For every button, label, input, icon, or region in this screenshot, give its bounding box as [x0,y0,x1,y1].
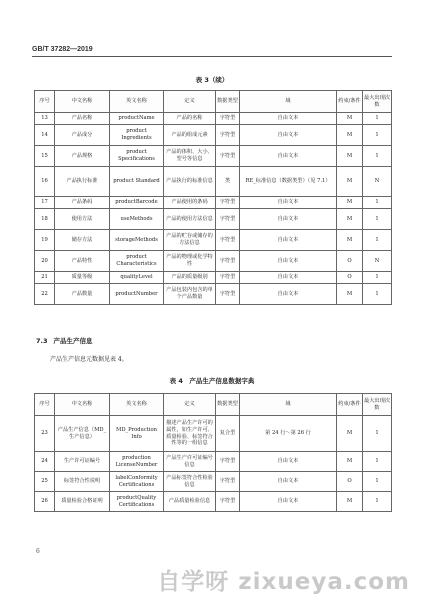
cell-cn-name: 生产许可证编号 [55,452,110,472]
cell-definition: 产品的体积、大小、型号等信息 [164,146,216,167]
cell-definition: 产品的组成元素 [164,125,216,146]
table4-header-definition: 定义 [164,394,216,416]
cell-data-type: 字符型 [216,197,240,209]
cell-definition: 产品标签符合性检验信息 [164,472,216,492]
cell-cn-name: 产品名称 [55,113,110,125]
cell-definition: 产品质量检验信息 [164,492,216,512]
table-row [35,230,392,251]
page-number: 6 [36,548,40,555]
cell-definition: 产品的贮存或储存的方法信息 [164,230,216,251]
cell-data-type: 字符型 [216,251,240,272]
cell-definition: 产品执行的标准信息 [164,167,216,197]
cell-domain: RE_标准信息（数据类型）（见 7.1） [240,167,337,197]
cell-data-type: 复合型 [216,416,240,452]
cell-seq: 21 [35,272,55,284]
cell-data-type: 类 [216,167,240,197]
cell-max-occurrence: N [363,251,392,272]
standard-number: GB/T 37282—2019 [32,46,93,53]
table3-header-row [35,91,392,113]
table-row [35,284,392,305]
cell-en-name: product Standard [110,167,164,197]
cell-data-type: 字符型 [216,125,240,146]
cell-en-name: productBarcode [110,197,164,209]
cell-seq: 15 [35,146,55,167]
cell-constraint: M [337,197,363,209]
cell-max-occurrence: 1 [363,146,392,167]
cell-constraint: M [337,125,363,146]
cell-definition: 产品使用的条码 [164,197,216,209]
cell-definition: 产品的名称 [164,113,216,125]
cell-cn-name: 产品条码 [55,197,110,209]
cell-en-name: productNumber [110,284,164,305]
section-paragraph: 产品生产信息元数据见表 4。 [50,356,128,363]
table4-header-en-name: 英文名称 [110,394,164,416]
cell-en-name: product Specifications [110,146,164,167]
cell-max-occurrence: 1 [363,492,392,512]
cell-domain: 自由文本 [240,146,337,167]
cell-data-type: 字符型 [216,146,240,167]
cell-en-name: product Ingredients [110,125,164,146]
cell-data-type: 字符型 [216,230,240,251]
table-row [35,492,392,512]
cell-seq: 22 [35,284,55,305]
cell-seq: 17 [35,197,55,209]
cell-definition: 产品的物理或化学特性 [164,251,216,272]
cell-constraint: O [337,272,363,284]
cell-data-type: 字符型 [216,209,240,230]
table3-header-domain: 域 [240,91,337,113]
table-row [35,113,392,125]
cell-cn-name: 产品执行标准 [55,167,110,197]
cell-domain: 自由文本 [240,472,337,492]
table3-header-en-name: 英文名称 [110,91,164,113]
cell-max-occurrence: 1 [363,230,392,251]
table4-header-data-type: 数据类型 [216,394,240,416]
cell-en-name: productQuality Certifications [110,492,164,512]
site-watermark: 自学呀 zixueya.com [157,569,410,595]
cell-domain: 自由文本 [240,272,337,284]
table4-header-row [35,394,392,416]
cell-seq: 14 [35,125,55,146]
cell-seq: 20 [35,251,55,272]
cell-constraint: M [337,209,363,230]
table4-header-seq: 序号 [35,394,55,416]
cell-max-occurrence: 1 [363,113,392,125]
cell-data-type: 字符型 [216,284,240,305]
cell-definition: 产品的质量级别 [164,272,216,284]
cell-max-occurrence: 1 [363,284,392,305]
cell-constraint: M [337,452,363,472]
table3-header-constraint: 约束/条件 [337,91,363,113]
cell-max-occurrence: 1 [363,416,392,452]
cell-definition: 产品生产许可证编号信息 [164,452,216,472]
cell-domain: 自由文本 [240,284,337,305]
section-title: 产品生产信息 [53,337,93,345]
cell-domain: 自由文本 [240,113,337,125]
cell-seq: 16 [35,167,55,197]
cell-cn-name: 储存方法 [55,230,110,251]
cell-en-name: qualityLevel [110,272,164,284]
cell-constraint: O [337,251,363,272]
cell-cn-name: 产品规格 [55,146,110,167]
table3-header-seq: 序号 [35,91,55,113]
cell-en-name: useMethods [110,209,164,230]
table-row [35,146,392,167]
cell-domain: 自由文本 [240,452,337,472]
cell-cn-name: 产品特性 [55,251,110,272]
cell-domain: 自由文本 [240,125,337,146]
cell-domain: 自由文本 [240,209,337,230]
cell-constraint: M [337,492,363,512]
cell-constraint: M [337,167,363,197]
table-row [35,125,392,146]
cell-en-name: productName [110,113,164,125]
header-divider [32,56,392,57]
cell-en-name: product Characteristics [110,251,164,272]
cell-cn-name: 产品成分 [55,125,110,146]
cell-data-type: 字符型 [216,472,240,492]
table-row [35,416,392,452]
table-row [35,167,392,197]
cell-cn-name: 标签符合性说明 [55,472,110,492]
cell-data-type: 字符型 [216,272,240,284]
table4-header-max-occurrence: 最大出现次数 [363,394,392,416]
cell-cn-name: 产品生产信息（MD_生产信息） [55,416,110,452]
cell-data-type: 字符型 [216,452,240,472]
cell-seq: 23 [35,416,55,452]
cell-constraint: O [337,472,363,492]
cell-max-occurrence: 1 [363,452,392,472]
table3 [34,90,392,305]
cell-seq: 26 [35,492,55,512]
cell-max-occurrence: 1 [363,197,392,209]
table4-header-constraint: 约束/条件 [337,394,363,416]
cell-constraint: M [337,416,363,452]
table4-header-cn-name: 中文名称 [55,394,110,416]
cell-en-name: labelConformity Certifications [110,472,164,492]
cell-max-occurrence: 1 [363,125,392,146]
cell-seq: 19 [35,230,55,251]
cell-cn-name: 产品数量 [55,284,110,305]
cell-en-name: MD_Production Info [110,416,164,452]
cell-seq: 25 [35,472,55,492]
table-row [35,251,392,272]
cell-definition: 描述产品生产许可的属性，如生产许可、质量检验、标签符合性等的一组信息 [164,416,216,452]
cell-seq: 18 [35,209,55,230]
table-row [35,452,392,472]
cell-en-name: production LicenseNumber [110,452,164,472]
cell-constraint: M [337,113,363,125]
cell-domain: 自由文本 [240,230,337,251]
cell-en-name: storageMethods [110,230,164,251]
cell-max-occurrence: 1 [363,472,392,492]
cell-seq: 24 [35,452,55,472]
section-number: 7.3 [36,337,48,345]
cell-cn-name: 质量等级 [55,272,110,284]
table3-header-max-occurrence: 最大出现次数 [363,91,392,113]
cell-constraint: M [337,284,363,305]
table4-caption: 表 4 产品生产信息数据字典 [169,377,255,385]
cell-constraint: M [337,146,363,167]
cell-domain: 第 24 行～第 26 行 [240,416,337,452]
table3-header-definition: 定义 [164,91,216,113]
cell-max-occurrence: 1 [363,272,392,284]
table-row [35,472,392,492]
table-row [35,197,392,209]
cell-max-occurrence: 1 [363,209,392,230]
cell-max-occurrence: N [363,167,392,197]
cell-cn-name: 使用方法 [55,209,110,230]
table3-header-cn-name: 中文名称 [55,91,110,113]
table3-header-data-type: 数据类型 [216,91,240,113]
table-row [35,209,392,230]
cell-seq: 13 [35,113,55,125]
section-heading [36,336,99,345]
table4 [34,393,392,512]
cell-domain: 自由文本 [240,251,337,272]
cell-data-type: 字符型 [216,113,240,125]
table4-header-domain: 域 [240,394,337,416]
cell-constraint: M [337,230,363,251]
cell-domain: 自由文本 [240,492,337,512]
cell-cn-name: 质量检验合格证明 [55,492,110,512]
cell-data-type: 字符型 [216,492,240,512]
cell-definition: 产品包装内包含的单个产品数量 [164,284,216,305]
cell-domain: 自由文本 [240,197,337,209]
cell-definition: 产品的使用方法信息 [164,209,216,230]
table4-body [35,416,392,512]
table-row [35,272,392,284]
table3-caption: 表 3（续） [195,76,229,84]
table3-body [35,113,392,305]
